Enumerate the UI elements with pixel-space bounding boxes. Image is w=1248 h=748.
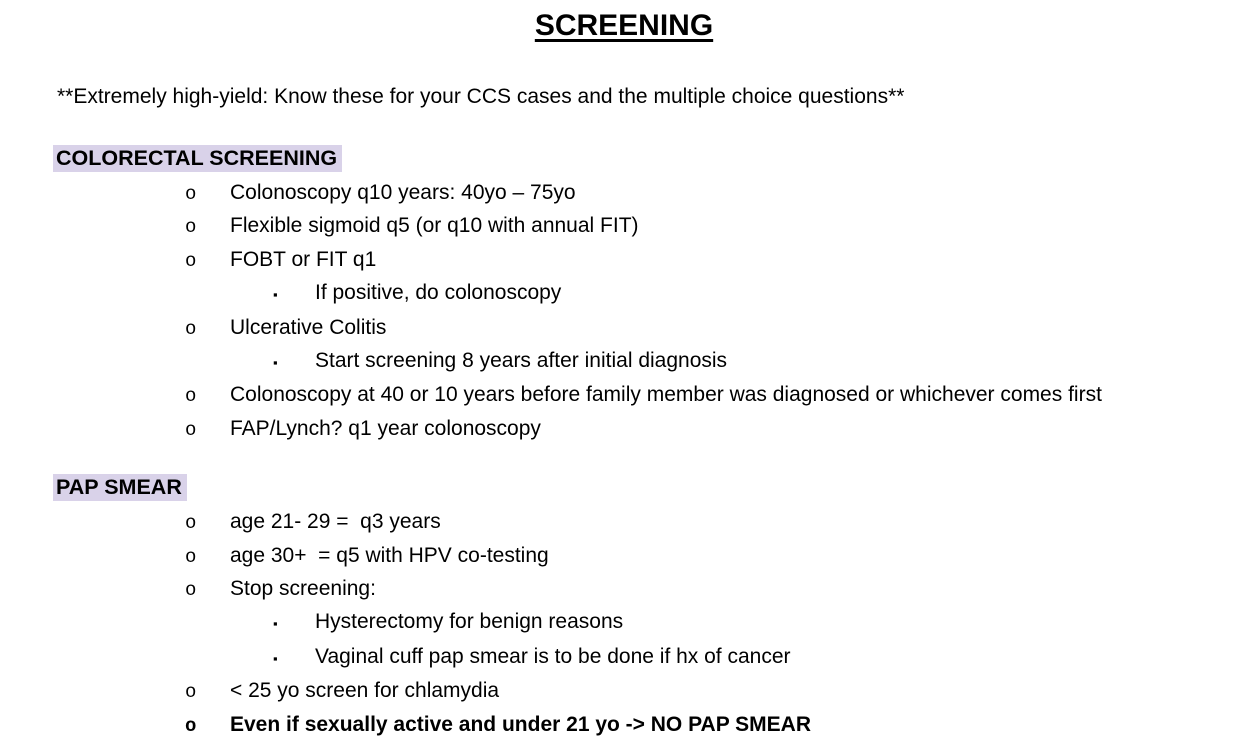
section-heading-pap-smear: PAP SMEAR: [53, 474, 187, 501]
list-item-text: Ulcerative Colitis: [230, 315, 387, 339]
list-item: [0, 312, 1248, 345]
list-item: [0, 506, 1248, 539]
document: [0, 8, 1248, 748]
circle-bullet-icon: o: [185, 545, 197, 568]
list-item: [0, 277, 1248, 311]
list-item-text: age 21- 29 = q3 years: [230, 510, 441, 534]
list-item-text: Colonoscopy q10 years: 40yo – 75yo: [230, 181, 576, 204]
list-item: [0, 675, 1248, 708]
circle-bullet-icon: o: [185, 579, 197, 602]
colorectal-list: [0, 177, 1248, 446]
list-item-text: If positive, do colonoscopy: [315, 281, 562, 305]
list-item: [0, 379, 1248, 412]
intro-note: **Extremely high-yield: Know these for your CCS cases and the multiple choice questions**: [57, 85, 905, 108]
list-item-text: Stop screening:: [230, 577, 376, 601]
circle-bullet-icon: o: [185, 681, 197, 704]
list-item-text: age 30+ = q5 with HPV co-testing: [230, 543, 549, 567]
list-item: [0, 244, 1248, 277]
circle-bullet-icon: o: [185, 512, 197, 535]
list-item: [0, 540, 1248, 573]
list-item: [0, 177, 1248, 210]
list-item-text: Colonoscopy at 40 or 10 years before family member was diagnosed or whichever comes first: [230, 383, 1102, 407]
circle-bullet-icon: o: [185, 714, 197, 737]
circle-bullet-icon: o: [185, 249, 197, 272]
list-item-text: Vaginal cuff pap smear is to be done if hx of cancer: [315, 644, 791, 668]
list-item-text: Flexible sigmoid q5 (or q10 with annual FIT): [230, 214, 639, 238]
list-item-text: Start screening 8 years after initial diagnosis: [315, 349, 728, 373]
section-colorectal-screening: [0, 109, 1248, 446]
list-item-text: FAP/Lynch? q1 year colonoscopy: [230, 416, 541, 440]
list-item-text: < 25 yo screen for chlamydia: [230, 679, 500, 703]
section-heading-colorectal: COLORECTAL SCREENING: [53, 145, 342, 172]
list-item-text: Hysterectomy for benign reasons: [315, 610, 624, 634]
square-bullet-icon: ▪: [273, 650, 278, 666]
list-item: [0, 210, 1248, 243]
list-item: [0, 641, 1248, 675]
square-bullet-icon: ▪: [273, 616, 278, 632]
list-item: [0, 709, 1248, 742]
circle-bullet-icon: o: [185, 385, 197, 408]
list-item: [0, 573, 1248, 606]
square-bullet-icon: ▪: [273, 355, 278, 371]
list-item: [0, 606, 1248, 640]
circle-bullet-icon: o: [185, 317, 197, 340]
square-bullet-icon: ▪: [273, 287, 278, 303]
circle-bullet-icon: o: [185, 183, 197, 205]
list-item: [0, 345, 1248, 379]
circle-bullet-icon: o: [185, 216, 197, 239]
list-item-text: FOBT or FIT q1: [230, 247, 377, 271]
circle-bullet-icon: o: [185, 418, 197, 441]
list-item-text: Even if sexually active and under 21 yo -> NO PAP SMEAR: [230, 712, 812, 736]
pap-smear-list: [0, 506, 1248, 742]
list-item: [0, 413, 1248, 446]
section-pap-smear: [0, 446, 1248, 742]
page-title: SCREENING: [534, 9, 714, 42]
